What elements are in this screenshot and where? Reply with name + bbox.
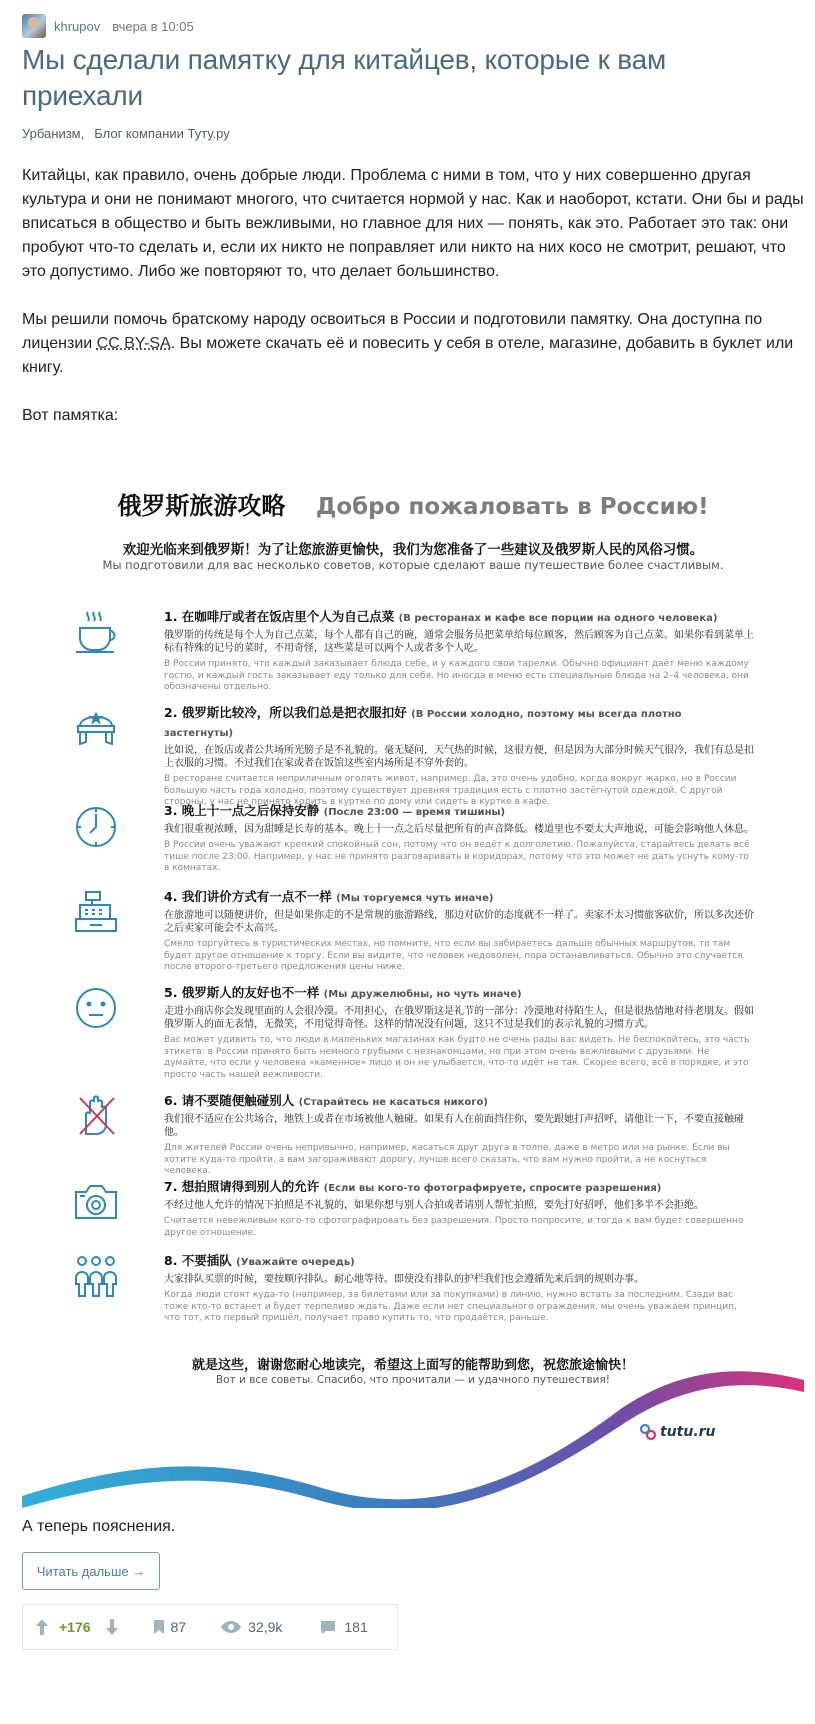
infographic-title-cn: 俄罗斯旅游攻略 [117,492,286,520]
comments-count: 181 [344,1619,368,1635]
ushanka-hat-icon [72,704,120,752]
tip-title-ru: (Мы дружелюбны, но чуть иначе) [323,989,522,1000]
tip-text-ru: Когда люди стоят куда-то (например, за билетами или за покупками) в линию, нужно встать за последним. Сзади вас тоже кто-то встанет и будет терпеливо ждать. Даже если нет специального ограждения, мы очень уважаем принцип, что тот, кто первый пришёл, получает право купить то, что продаётся, раньше. [164,1290,737,1323]
tip-title: 2. 俄罗斯比较冷，所以我们总是把衣服扣好 [164,705,407,720]
post-time: вчера в 10:05 [112,18,194,34]
tip-title: 3. 晚上十一点之后保持安静 [164,803,320,818]
tip-text-cn: 不经过他人允许的情况下拍照是不礼貌的，如果你想与别人合拍或者请别人帮忙拍照，要先打好招呼，他们多半不会拒绝。 [164,1200,704,1211]
voting [35,1618,119,1636]
vote-down-icon[interactable] [105,1618,119,1636]
infographic-title-ru: Добро пожаловать в Россию! [315,494,709,520]
tip-title: 7. 想拍照请得到别人的允许 [164,1179,320,1194]
camera-icon [72,1178,120,1226]
post-stats [22,1604,398,1650]
views [220,1619,282,1635]
tip-text-ru: В России принято, что каждый заказывает блюда себе, и у каждого свои тарелки. Обычно официант даёт меню каждому гостю, и каждый гость заказывает еду только для себя. Но иногда в меню есть специальные блюда на 2–4 человека, они обозначены отдельно. [164,659,749,692]
tip-title-ru: (Мы торгуемся чуть иначе) [336,893,494,904]
tip-title-ru: (Уважайте очередь) [236,1257,355,1268]
infographic-closing-cn: 就是这些，谢谢您耐心地读完，希望这上面写的能帮助到您，祝您旅途愉快！ [191,1358,634,1373]
post-score: +176 [59,1619,91,1635]
tip-text-cn: 在旅游地可以随便讲价，但是如果你走的不是常规的旅游路线，那边对砍价的态度就不一样了。卖家不太习惯旅客砍价，所以多次还价之后卖家可能会不太高兴。 [164,910,754,934]
clock-icon [72,802,120,850]
tip-text-cn: 我们很重视浓睡，因为甜睡是长寿的基本。晚上十一点之后尽量把所有的声音降低。楼道里也不要太大声地说，可能会影响他人休息。 [164,824,754,835]
hub-link[interactable]: Урбанизм, [22,126,85,141]
infographic-subtitle-cn: 欢迎光临来到俄罗斯！为了让您旅游更愉快，我们为您准备了一些建议及俄罗斯人民的风俗习惯。 [122,542,704,558]
post-meta [22,14,194,38]
vote-up-icon[interactable] [35,1618,49,1636]
post-title[interactable]: Мы сделали памятку для китайцев, которые к вам приехали [22,44,667,111]
coffee-cup-icon [72,608,120,656]
tip-text-ru: Считается невежливым кого-то сфотографировать без разрешения. Просто попросите, и тогда к вам будет совершенно другое отношение. [164,1216,744,1238]
tip-title-ru: (Если вы кого-то фотографируете, спросите разрешения) [323,1183,662,1194]
tip-text-ru: Для жителей России очень непривычно, например, касаться друг друга в толпе, даже в метро или на рынке. Если вы хотите куда-то пройти, а вам загораживают дорогу, лучше всего сказать, что вам нужно пройти, а не коснуться человека. [164,1143,730,1176]
hub-link[interactable]: Блог компании Туту.ру [94,126,230,141]
tip-title-ru: (В России холодно, поэтому мы всегда плотно застегнуты) [164,709,682,739]
bookmark-button[interactable] [153,1619,187,1635]
tutu-logo: tutu.ru [638,1422,716,1442]
cash-register-icon [72,888,120,936]
queue-people-icon [72,1252,120,1300]
eye-icon [220,1620,242,1634]
views-count: 32,9k [248,1619,283,1635]
tip-text-ru: Вас может удивить то, что люди в маленьких магазинах как будто не очень рады вас видеть. Не беспокойтесь, это часть этикета: в России принято быть немного грубыми с незнакомцами, но при этом очень вежливыми с друзьями. Не думайте, что если у человека «каменное» лицо и он не улыбается, что-то идёт не так. Скорее всего, всё в порядке, и это просто часть нашей вежливости. [164,1035,750,1080]
tip-title-ru: (Старайтесь не касаться никого) [298,1097,488,1108]
read-more-button[interactable]: Читать дальше → [22,1552,160,1590]
tip-title: 1. 在咖啡厅或者在饭店里个人为自己点菜 [164,609,395,624]
infographic-image[interactable] [22,468,804,1508]
tip-text-ru: Смело торгуйтесь в туристических местах, но помните, что если вы забираетесь дальше обычных маршрутов, то там будет другое отношение к торгу. Если вы видите, что человек недоволен, пора останавливаться. Обычно это случается после второго-третьего предложения цены ниже. [164,939,743,972]
paragraph: А теперь пояснения. [22,1518,176,1535]
tip-title: 6. 请不要随便触碰别人 [164,1093,295,1108]
comments-link[interactable] [320,1619,367,1635]
tip-text-cn: 走进小商店你会发现里面的人会很冷漠。不用担心，在俄罗斯这是礼节的一部分：冷漠地对待陌生人，但是很热情地对待老朋友。假如俄罗斯人的面无表情，无微笑，不用觉得奇怪。这样的情况没有问题，这只不过是我们的表示礼貌的习惯方式。 [164,1006,754,1030]
tip-text-cn: 我们很不适应在公共场合，地铁上或者在市场被他人触碰。如果有人在前面挡住你，要先跟她打声招呼，请他让一下，不要直接触碰他。 [164,1114,744,1138]
comment-icon [320,1620,336,1635]
bookmarks-count: 87 [170,1619,187,1635]
bookmark-icon [153,1619,165,1635]
infographic-subtitle-ru: Мы подготовили для вас несколько советов, которые сделают ваше путешествие более счастливым. [102,558,724,572]
neutral-face-icon [72,984,120,1032]
hubs [22,126,240,141]
tip-text-cn: 大家排队买票的时候，要按顺序排队。耐心地等待。即使没有排队的护栏我们也会遵循先来后到的规则办事。 [164,1274,644,1285]
tip-text-ru: В России очень уважают крепкий спокойный сон, потому что он ведёт к долголетию. Пожалуйста, старайтесь делать всё тише после 23:00. Например, у нас не принято разговаривать в коридорах, потому что это может не дать уснуть кому-то в комнатах. [164,840,750,873]
infographic-closing-ru: Вот и все советы. Спасибо, что прочитали — и удачного путешествия! [215,1374,611,1386]
license-link[interactable]: CC BY-SA [96,335,171,352]
tip-text-cn: 比如说，在饭店或者公共场所光膀子是不礼貌的。毫无疑问，天气热的时候，这很方便，但是因为大部分时候天气很冷，我们有总是扣上衣服的习惯。不过我们在家或者在饭馆这些室内场所是不穿外套的。 [164,745,754,769]
avatar[interactable] [22,14,46,38]
tip-title: 4. 我们讲价方式有一点不一样 [164,889,332,904]
tip-title: 8. 不要插队 [164,1253,232,1268]
author-link[interactable]: khrupov [54,18,101,34]
paragraph: Вот памятка: [22,407,119,424]
paragraph: Мы решили помочь братскому народу освоиться в России и подготовили памятку. Она доступна по лицензии CC BY-SA. Вы можете скачать её и повесить у себя в отеле, магазине, добавить в буклет или книгу. [22,311,794,376]
tutu-logo-icon [638,1422,658,1442]
tip-text-cn: 俄罗斯的传统是每个人为自己点菜，每个人都有自己的碗，通常会服务员把菜单给每位顾客，然后顾客为自己点菜。如果你看到菜单上标有特殊的记号的菜时，不用奇怪，这些菜是可以两个人或者多个人吃。 [164,630,754,654]
infographic-header [22,486,804,521]
tip-text-ru: В ресторане считается неприличным оголять живот, например. Да, это очень удобно, когда вокруг жарко, но в России большую часть года холодно, поэтому существует древняя традиция есть с плотно застёгнутой одеждой. С другой стороны, у нас не принято ходить в куртке по дому или сидеть в куртке в кафе. [164,774,737,807]
paragraph: Китайцы, как правило, очень добрые люди. Проблема с ними в том, что у них совершенно другая культура и они не понимают многого, что считается нормой у нас. Как и наоборот, кстати. Они бы и рады вписаться в общество и быть вежливыми, но главное для них — понять, как это. Работает это так: они пробуют что-то сделать и, если их никто не поправляет или никто на них косо не смотрит, решают, что это допустимо. Либо же повторяют то, что делает большинство. [22,167,804,280]
tip-title: 5. 俄罗斯人的友好也不一样 [164,985,320,1000]
tip-title-ru: (В ресторанах и кафе все порции на одного человека) [398,613,718,624]
no-touch-hand-icon [72,1092,120,1140]
tip-title-ru: (После 23:00 — время тишины) [323,807,506,818]
